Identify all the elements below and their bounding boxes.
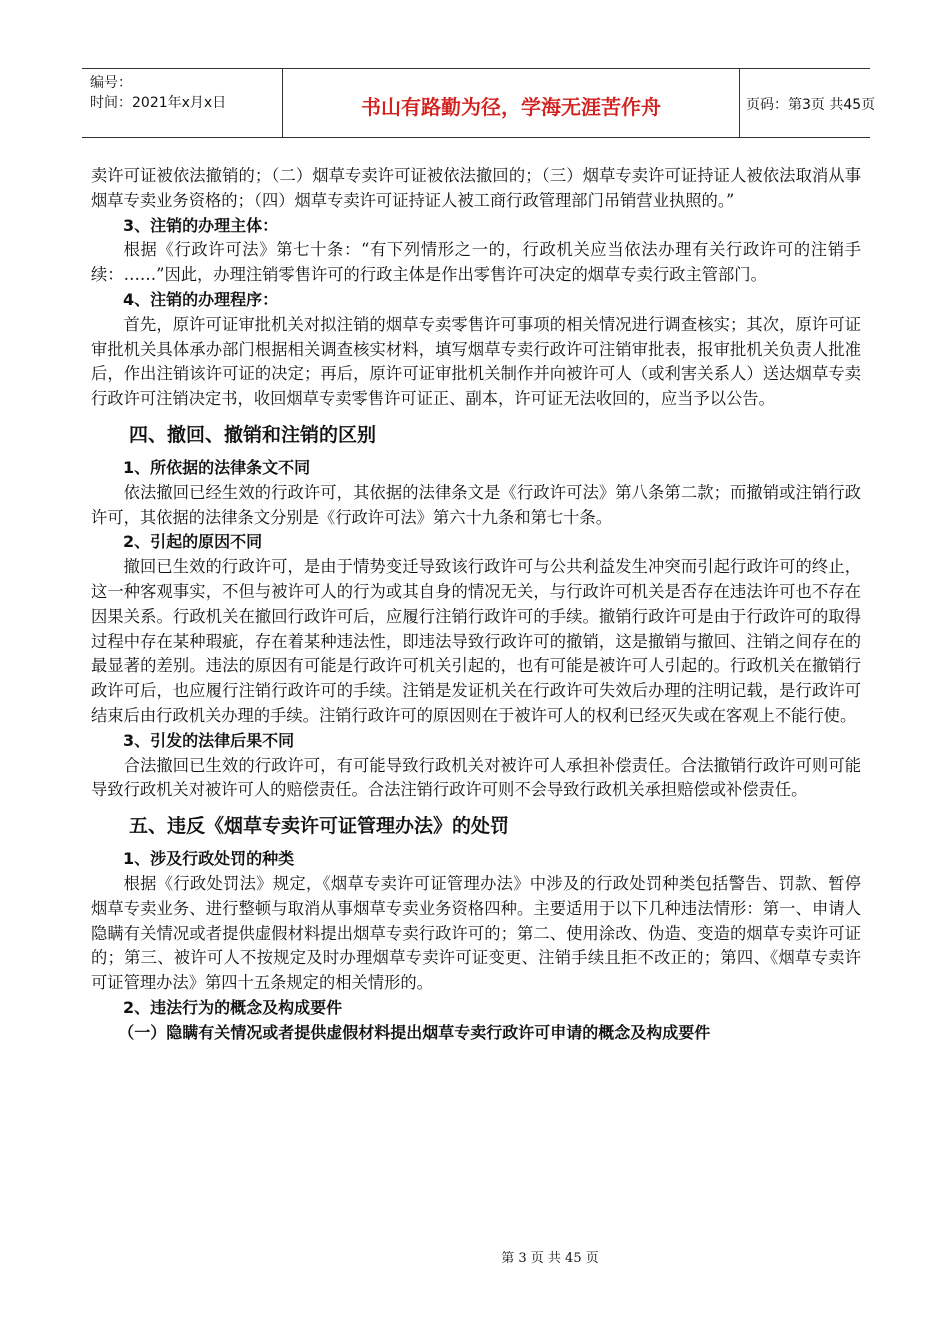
paragraph: 依法撤回已经生效的行政许可，其依据的法律条文是《行政许可法》第八条第二款；而撤销或注销行政许可，其依据的法律条文分别是《行政许可法》第六十九条和第七十条。 <box>91 482 861 527</box>
paragraph: 卖许可证被依法撤销的；（二）烟草专卖许可证被依法撤回的；（三）烟草专卖许可证持证人被依法取消从事烟草专卖业务资格的；（四）烟草专卖许可证持证人被工商行政管理部门吊销营业执照的。” <box>91 166 861 210</box>
paragraph: 撤回已生效的行政许可，是由于情势变迁导致该行政许可与公共利益发生冲突而引起行政许可的终止，这一种客观事实，不但与被许可人的行为或其自身的情况无关，与行政许可机关是否存在违法许可也不存在因果关系。行政机关在撤回行政许可后，应履行注销行政许可的手续。撤销行政许可是由于行政许可的取得过程中存在某种瑕疵，存在着某种违法性，即违法导致行政许可的撤销，这是撤销与撤回、注销之间存在的最显著的差别。违法的原因有可能是行政许可机关引起的，也有可能是被许可人引起的。行政机关在撤销行政许可后，也应履行注销行政许可的手续。注销是发证机关在行政许可失效后办理的注明记载，是行政许可结束后由行政机关办理的手续。注销行政许可的原因则在于被许可人的权利已经灭失或在客观上不能行使。 <box>91 557 861 725</box>
document-number: 编号： <box>90 75 132 91</box>
section-heading: 四、撤回、撤销和注销的区别 <box>129 423 377 446</box>
header-page-cell <box>738 69 876 137</box>
subsection-heading: （一）隐瞒有关情况或者提供虚假材料提出烟草专卖行政许可申请的概念及构成要件 <box>118 1022 711 1042</box>
paragraph: 根据《行政许可法》第七十条：“有下列情形之一的，行政机关应当依法办理有关行政许可的注销手续：……”因此，办理注销零售许可的行政主体是作出零售许可决定的烟草专卖行政主管部门。 <box>91 240 861 285</box>
header-meta <box>82 69 282 137</box>
subheading: 1、涉及行政处罚的种类 <box>123 849 295 869</box>
subheading: 1、所依据的法律条文不同 <box>123 457 311 477</box>
paragraph: 首先，原许可证审批机关对拟注销的烟草专卖零售许可事项的相关情况进行调查核实；其次，原许可证审批机关具体承办部门根据相关调查核实材料，填写烟草专卖行政许可注销审批表，报审批机关负责人批准后，作出注销该许可证的决定；再后，原许可证审批机关制作并向被许可人（或利害关系人）送达烟草专卖行政许可注销决定书，收回烟草专卖零售许可证正、副本，许可证无法收回的，应当予以公告。 <box>91 314 861 409</box>
subheading: 4、注销的办理程序： <box>123 289 279 309</box>
subheading: 2、违法行为的概念及构成要件 <box>123 997 343 1017</box>
paragraph: 根据《行政处罚法》规定，《烟草专卖许可证管理办法》中涉及的行政处罚种类包括警告、罚款、暂停烟草专卖业务、进行整顿与取消从事烟草专卖业务资格四种。主要适用于以下几种违法情形：第一、申请人隐瞒有关情况或者提供虚假材料提出烟草专卖行政许可的；第二、使用涂改、伪造、变造的烟草专卖许可证的；第三、被许可人不按规定及时办理烟草专卖许可证变更、注销手续且拒不改正的；第四、《烟草专卖许可证管理办法》第四十五条规定的相关情形的。 <box>91 873 861 993</box>
document-date: 时间：2021年x月x日 <box>90 95 227 111</box>
subheading: 3、引发的法律后果不同 <box>123 730 295 750</box>
subheading: 2、引起的原因不同 <box>123 532 263 552</box>
header-page-info: 页码：第3页 共45页 <box>746 97 876 113</box>
page-footer: 第 3 页 共 45 页 <box>501 1251 599 1266</box>
section-heading: 五、违反《烟草专卖许可证管理办法》的处罚 <box>129 815 510 838</box>
subheading: 3、注销的办理主体： <box>123 215 279 235</box>
page-header <box>82 68 876 138</box>
header-motto: 书山有路勤为径，学海无涯苦作舟 <box>361 95 661 119</box>
header-motto-cell <box>282 69 740 137</box>
paragraph: 合法撤回已生效的行政许可，有可能导致行政机关对被许可人承担补偿责任。合法撤销行政许可则可能导致行政机关对被许可人的赔偿责任。合法注销行政许可则不会导致行政机关承担赔偿或补偿责任。 <box>91 755 861 800</box>
document-body <box>91 164 861 1046</box>
